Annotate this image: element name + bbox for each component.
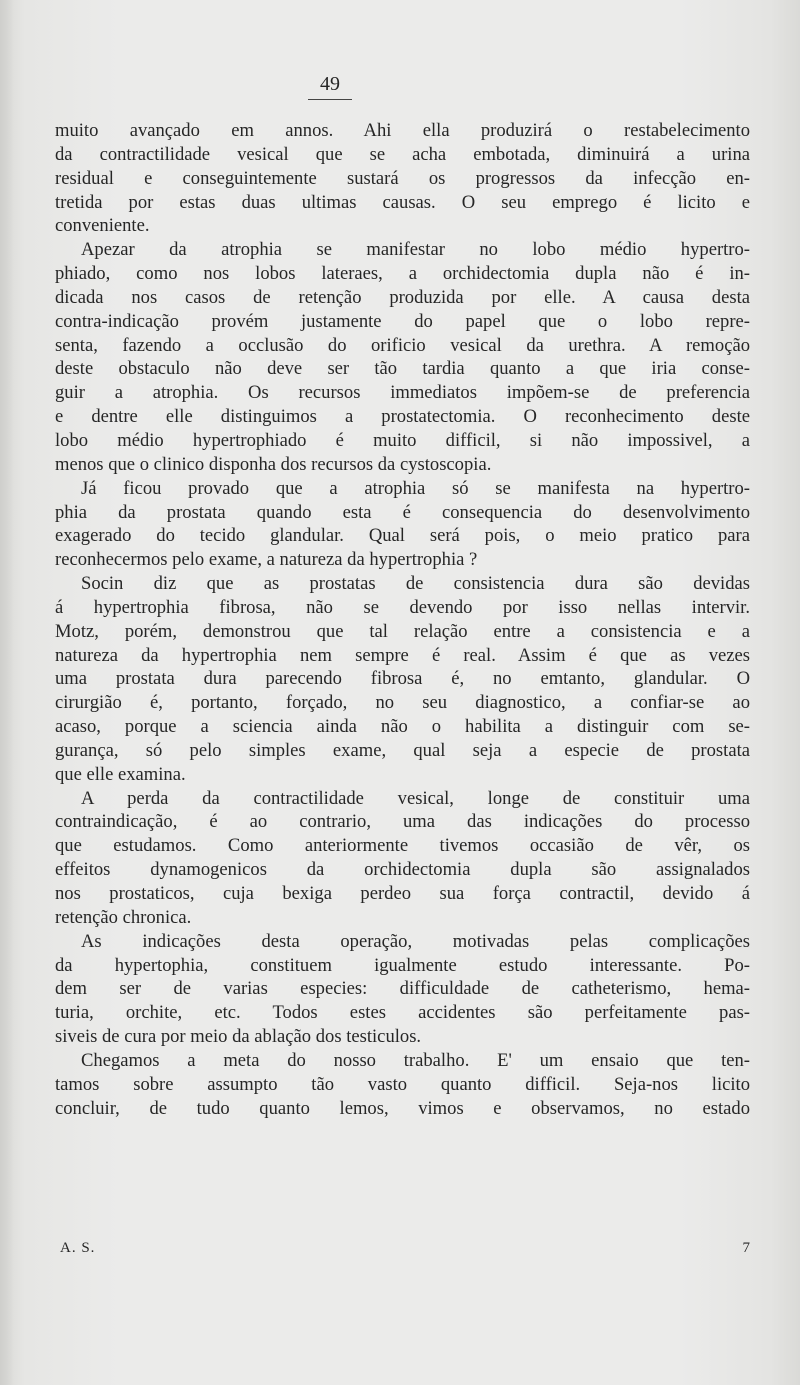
- text-line: deste obstaculo não deve ser tão tardia quanto a que iria conse-: [55, 358, 750, 380]
- text-line: nos prostaticos, cuja bexiga perdeo sua força contractil, devido á: [55, 883, 750, 904]
- text-line: que estudamos. Como anteriormente tivemos occasião de vêr, os: [55, 835, 750, 857]
- text-line: concluir, de tudo quanto lemos, vimos e observamos, no estado: [55, 1097, 750, 1119]
- text-line: Chegamos a meta do nosso trabalho. E' um ensaio que ten-: [81, 1049, 750, 1071]
- body-text: [55, 119, 750, 1120]
- text-line: tamos sobre assumpto tão vasto quanto difficil. Seja-nos licito: [55, 1073, 750, 1095]
- text-line: acaso, porque a sciencia ainda não o habilita a distinguir com se-: [55, 716, 750, 738]
- text-line: muito avançado em annos. Ahi ella produzirá o restabelecimento: [55, 120, 750, 141]
- page-number: 49: [320, 73, 340, 95]
- text-line: turia, orchite, etc. Todos estes accidentes são perfeitamente pas-: [55, 1002, 750, 1024]
- text-line: á hypertrophia fibrosa, não se devendo por isso nellas intervir.: [55, 596, 750, 618]
- text-line: da hypertophia, constituem igualmente estudo interessante. Po-: [55, 954, 750, 976]
- text-line: Socin diz que as prostatas de consistencia dura são devidas: [81, 573, 750, 595]
- text-line: siveis de cura por meio da ablação dos testiculos.: [55, 1026, 422, 1048]
- text-line: senta, fazendo a occlusão do orificio vesical da urethra. A remoção: [55, 334, 750, 356]
- text-line: residual e conseguintemente sustará os progressos da infecção en-: [55, 167, 750, 189]
- text-line: cirurgião é, portanto, forçado, no seu diagnostico, a confiar-se ao: [55, 692, 750, 714]
- text-line: contraindicação, é ao contrario, uma das indicações do processo: [55, 811, 750, 833]
- text-line: contra-indicação provém justamente do papel que o lobo repre-: [55, 310, 750, 332]
- text-line: tretida por estas duas ultimas causas. O seu emprego é licito e: [55, 191, 750, 213]
- text-line: dicada nos casos de retenção produzida por elle. A causa desta: [55, 286, 750, 308]
- text-line: phiado, como nos lobos lateraes, a orchidectomia dupla não é in-: [55, 263, 750, 285]
- text-line: uma prostata dura parecendo fibrosa é, no emtanto, glandular. O: [55, 668, 750, 690]
- text-line: guir a atrophia. Os recursos immediatos impõem-se de preferencia: [55, 382, 750, 404]
- page-footer: [60, 1237, 750, 1259]
- signature-number: 7: [742, 1240, 750, 1256]
- text-line: lobo médio hypertrophiado é muito difficil, si não impossivel, a: [55, 429, 750, 451]
- text-line: Apezar da atrophia se manifestar no lobo médio hypertro-: [81, 239, 750, 261]
- text-line: effeitos dynamogenicos da orchidectomia dupla são assignalados: [55, 859, 750, 881]
- text-line: gurança, só pelo simples exame, qual seja a especie de prostata: [55, 739, 750, 761]
- page-number-underline: [308, 99, 352, 100]
- text-line: retenção chronica.: [55, 906, 192, 928]
- text-line: exagerado do tecido glandular. Qual será pois, o meio pratico para: [55, 525, 750, 547]
- page-margin-shadow: [0, 0, 14, 1385]
- text-line: Motz, porém, demonstrou que tal relação entre a consistencia e a: [55, 620, 750, 642]
- text-line: A perda da contractilidade vesical, longe de constituir uma: [81, 787, 750, 809]
- text-line: Já ficou provado que a atrophia só se manifesta na hypertro-: [81, 477, 750, 499]
- text-line: As indicações desta operação, motivadas pelas complicações: [81, 930, 750, 952]
- text-line: phia da prostata quando esta é consequencia do desenvolvimento: [55, 501, 750, 523]
- text-line: conveniente.: [55, 215, 150, 237]
- text-line: natureza da hypertrophia nem sempre é real. Assim é que as vezes: [55, 644, 750, 666]
- text-line: da contractilidade vesical que se acha embotada, diminuirá a urina: [55, 143, 750, 165]
- signature-mark: A. S.: [60, 1240, 96, 1256]
- text-line: menos que o clinico disponha dos recursos da cystoscopia.: [55, 453, 492, 475]
- text-line: que elle examina.: [55, 763, 186, 785]
- text-line: reconhecermos pelo exame, a natureza da hypertrophia ?: [55, 549, 478, 571]
- text-line: dem ser de varias especies: difficuldade de catheterismo, hema-: [55, 978, 750, 1000]
- text-line: e dentre elle distinguimos a prostatectomia. O reconhecimento deste: [55, 406, 750, 428]
